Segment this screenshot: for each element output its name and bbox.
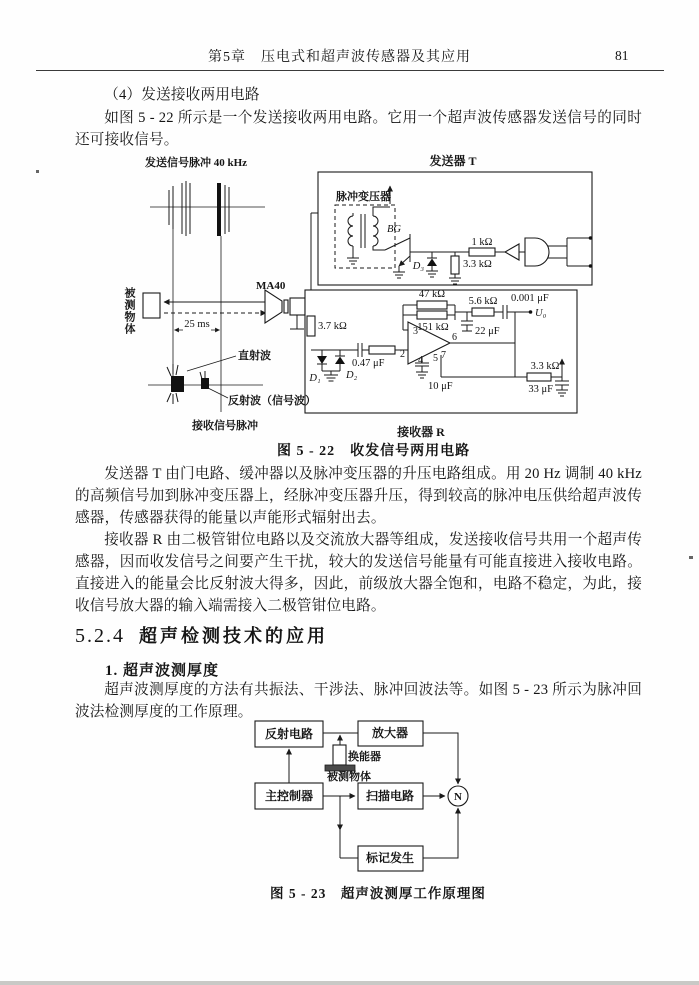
label-tx-pulse: 发送信号脉冲 40 kHz bbox=[145, 157, 248, 169]
label-transmitter: 发送器 T bbox=[429, 154, 477, 168]
label-d2: D₂ bbox=[346, 370, 358, 381]
label-ma40: MA40 bbox=[256, 280, 286, 292]
label-object-523: 被测物体 bbox=[327, 771, 371, 783]
subsection-heading: 1. 超声波测厚度 bbox=[105, 663, 220, 679]
section-title: 超声检测技术的应用 bbox=[139, 626, 328, 646]
pin-3: 3 bbox=[413, 326, 418, 337]
label-25ms: 25 ms bbox=[184, 319, 210, 330]
label-marker-generator: 标记发生 bbox=[365, 851, 415, 865]
pin-4: 4 bbox=[418, 355, 423, 366]
label-0001: 0.001 μF bbox=[511, 293, 549, 304]
label-display-n: N bbox=[454, 791, 462, 803]
label-3k7: 3.7 kΩ bbox=[318, 321, 347, 332]
pin-5: 5 bbox=[433, 353, 438, 364]
delay-25ms-dimension bbox=[175, 319, 220, 330]
figure-5-22-caption: 图 5 - 22 收发信号两用电路 bbox=[277, 444, 471, 459]
paragraph-thickness-intro: 超声波测厚度的方法有共振法、干涉法、脉冲回波法等。如图 5 - 23 所示为脉冲回波法检测厚度的工作原理。 bbox=[75, 682, 642, 720]
label-047: 0.47 μF bbox=[352, 358, 385, 369]
label-10uf: 10 μF bbox=[428, 381, 453, 392]
tx-waveform bbox=[150, 181, 265, 236]
label-main-controller: 主控制器 bbox=[264, 789, 314, 803]
label-direct-wave: 直射波 bbox=[238, 350, 271, 362]
paragraph-receiver-desc: 接收器 R 由二极管钳位电路以及交流放大器等组成，发送接收信号共用一个超声传感器，因而收发信号之间要产生干扰，较大的发送信号能量有可能直接进入接收电路。直接进入的能量会比反射波大得多，因此，前级放大器全饱和，电路不稳定，为此，接收信号放大器的输入端需接入二极管钳位电路。 bbox=[75, 532, 642, 614]
label-47k: 47 kΩ bbox=[418, 289, 446, 300]
label-3k3-b: 3.3 kΩ bbox=[530, 361, 560, 372]
label-d3: D₃ bbox=[412, 261, 424, 272]
label-measured-object: 被测物体 bbox=[123, 287, 135, 335]
paragraph-transmitter-desc: 发送器 T 由门电路、缓冲器以及脉冲变压器的升压电路组成。用 20 Hz 调制 40 kHz 的高频信号加到脉冲变压器上，经脉冲变压器升压，得到较高的脉冲电压供给超声波传感器，传感器获得的能量以声能形式辐射出去。 bbox=[75, 466, 642, 526]
label-bg: BG bbox=[387, 224, 401, 235]
page-bottom-edge bbox=[0, 981, 699, 985]
figure-5-23-caption: 图 5 - 23 超声波测厚工作原理图 bbox=[270, 886, 486, 901]
pin-2: 2 bbox=[400, 349, 405, 360]
label-reflection-circuit: 反射电路 bbox=[264, 727, 314, 741]
label-5k6: 5.6 kΩ bbox=[468, 296, 498, 307]
section-heading bbox=[75, 622, 328, 648]
label-151k: 151 kΩ bbox=[417, 322, 449, 333]
label-receiver: 接收器 R bbox=[397, 425, 445, 439]
chapter-title: 第5章 压电式和超声波传感器及其应用 bbox=[208, 50, 471, 65]
figure-5-23-diagram bbox=[240, 716, 480, 881]
label-33uf: 33 μF bbox=[528, 384, 553, 395]
paragraph-item4-heading: （4）发送接收两用电路 bbox=[104, 87, 260, 103]
section-number: 5.2.4 bbox=[75, 625, 125, 647]
scan-artifact bbox=[689, 556, 693, 559]
pin-7: 7 bbox=[441, 350, 446, 361]
label-rx-pulse: 接收信号脉冲 bbox=[192, 420, 258, 432]
label-uo: U₀ bbox=[535, 308, 547, 319]
label-amplifier: 放大器 bbox=[371, 726, 409, 740]
label-3k3-t: 3.3 kΩ bbox=[463, 259, 492, 270]
label-scan-circuit: 扫描电路 bbox=[365, 789, 415, 803]
label-1k: 1 kΩ bbox=[471, 237, 493, 248]
label-transducer: 换能器 bbox=[348, 751, 381, 763]
ultrasonic-transducer-symbol bbox=[265, 290, 311, 329]
label-22uf: 22 μF bbox=[475, 326, 500, 337]
label-reflected-wave: 反射波（信号波） bbox=[228, 395, 316, 407]
header-rule bbox=[36, 70, 664, 71]
label-pulse-transformer: 脉冲变压器 bbox=[336, 191, 391, 203]
label-d1: D₁ bbox=[309, 373, 321, 384]
page-number: 81 bbox=[615, 48, 629, 63]
figure-5-22-circuit bbox=[115, 150, 699, 450]
measured-object-symbol bbox=[143, 293, 160, 318]
pin-6: 6 bbox=[452, 332, 457, 343]
paragraph-intro-fig522: 如图 5 - 22 所示是一个发送接收两用电路。它用一个超声波传感器发送信号的同时还可接收信号。 bbox=[75, 110, 642, 148]
scan-artifact bbox=[36, 170, 39, 173]
